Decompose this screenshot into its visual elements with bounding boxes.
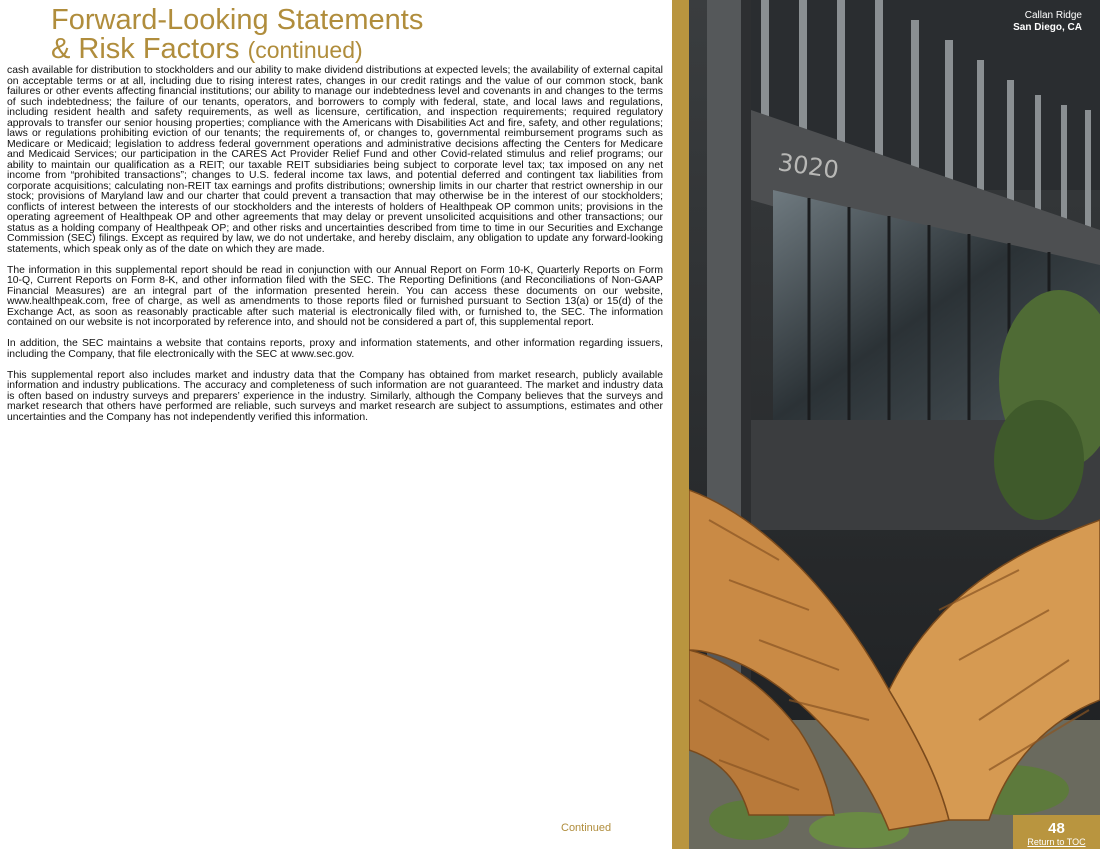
page-title bbox=[51, 6, 423, 65]
page-number: 48 bbox=[1048, 820, 1065, 837]
paragraph: This supplemental report also includes market and industry data that the Company has obtained from market research, publicly available information and industry publications. The accuracy and completeness of such information are not guaranteed. The market and industry data is often based on industry surveys and preparers’ experience in the industry. Similarly, although the Company believes that the surveys and market research that others have performed are reliable, such surveys and market research are subject to assumptions, estimates and other uncertainties and the Company has not independently verified this information. bbox=[7, 369, 663, 423]
building-number: 3020 bbox=[776, 148, 841, 185]
paragraph: cash available for distribution to stockholders and our ability to make dividend distributions at expected levels; the availability of external capital on acceptable terms or at all, including due to rising interest rates, changes in our credit ratings and the value of our common stock, bank failures or other events affecting financial institutions; our ability to manage our indebtedness level and covenants in and changes to the terms of such indebtedness; the failure of our tenants, operators, and borrowers to comply with federal, state, and local laws and regulations, including resident health and safety requirements, as well as licensure, certification, and inspection requirements; required regulatory approvals to transfer our senior housing properties; compliance with the Americans with Disabilities Act and fire, safety, and other regulations; laws or regulations prohibiting eviction of our tenants; the requirements of, or changes to, governmental reimbursement programs such as Medicare or Medicaid; legislation to address federal government operations and administrative decisions affecting the Centers for Medicare and Medicaid Services; our participation in the CARES Act Provider Relief Fund and other Covid-related stimulus and relief programs; our ability to maintain our qualification as a REIT; our taxable REIT subsidiaries being subject to corporate level tax; tax imposed on any net income from “prohibited transactions”; changes to U.S. federal income tax laws, and potential deferred and contingent tax liabilities from corporate acquisitions; calculating non-REIT tax earnings and profits distributions; ownership limits in our charter that restrict ownership in our stock; provisions of Maryland law and our charter that could prevent a transaction that may otherwise be in the interest of our stockholders; conflicts of interest between the interests of our stockholders and the interests of holders of Healthpeak OP common units; provisions in the operating agreement of Healthpeak OP and other agreements that may delay or prevent unsolicited acquisitions and other transactions; our status as a holding company of Healthpeak OP; and other risks and uncertainties described from time to time in our Securities and Exchange Commission (SEC) filings. Except as required by law, we do not undertake, and hereby disclaim, any obligation to update any forward-looking statements, which speak only as of the date on which they are made. bbox=[7, 65, 663, 255]
gold-divider-bar bbox=[672, 0, 689, 849]
return-to-toc-link[interactable]: Return to TOC bbox=[1027, 837, 1086, 847]
title-suffix: (continued) bbox=[247, 37, 363, 63]
paragraph: The information in this supplemental report should be read in conjunction with our Annual Report on Form 10-K, Quarterly Reports on Form 10-Q, Current Reports on Form 8-K, and other information filed with the SEC. The Reporting Definitions (and Reconciliations of Non-GAAP Financial Measures) are an integral part of the information presented herein. You can access these documents on our website, www.healthpeak.com, free of charge, as well as amendments to those reports filed or furnished pursuant to Section 13(a) or 15(d) of the Exchange Act, as soon as reasonably practicable after such material is electronically filed with, or furnished to, the SEC. The information contained on our website is not incorporated by reference into, and should not be considered a part of, this supplemental report. bbox=[7, 264, 663, 328]
page-number-box bbox=[1013, 815, 1100, 849]
title-line-1: Forward-Looking Statements bbox=[51, 4, 424, 36]
paragraph: In addition, the SEC maintains a website that contains reports, proxy and information statements, and other information regarding issuers, including the Company, that file electronically with the SEC at www.sec.gov. bbox=[7, 338, 663, 360]
building-photo bbox=[689, 0, 1100, 849]
photo-caption bbox=[1013, 10, 1082, 34]
continued-label: Continued bbox=[561, 822, 612, 834]
caption-name: Callan Ridge bbox=[1024, 10, 1082, 21]
title-line-2: & Risk Factors bbox=[51, 33, 248, 65]
caption-location: San Diego, CA bbox=[1013, 22, 1082, 33]
body-text bbox=[7, 66, 663, 434]
